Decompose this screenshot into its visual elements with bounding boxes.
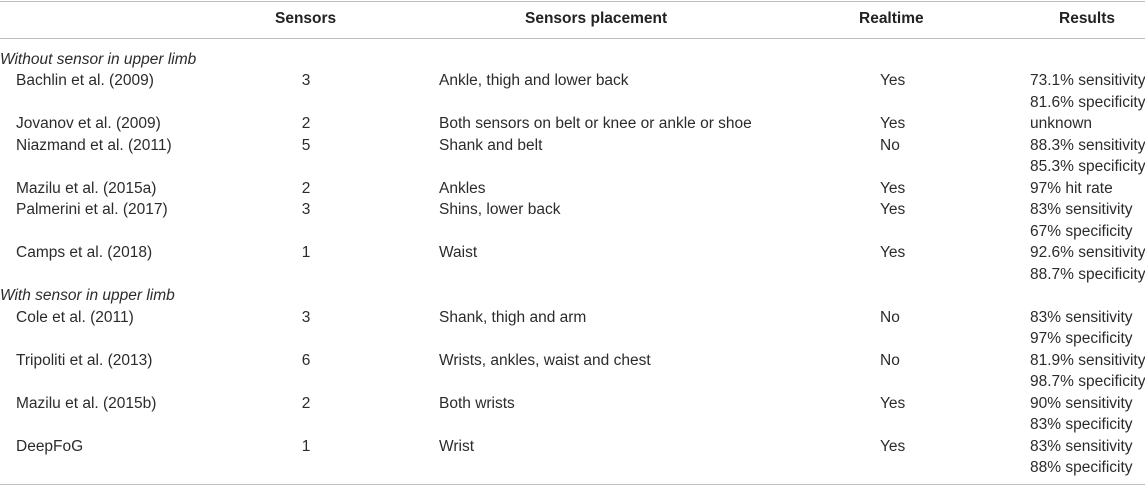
- row-sensor-count: 2: [301, 394, 311, 412]
- row-sensor-placement: Ankles: [439, 179, 486, 197]
- row-result: 98.7% specificity: [1030, 373, 1145, 390]
- row-realtime: Yes: [880, 244, 906, 261]
- row-realtime: No: [880, 351, 900, 369]
- row-result: 88.3% sensitivity: [1030, 136, 1145, 154]
- row-realtime: Yes: [880, 394, 906, 412]
- row-realtime: Yes: [880, 437, 906, 455]
- row-realtime: Yes: [880, 179, 906, 197]
- row-study: Palmerini et al. (2017): [16, 201, 168, 218]
- row-result: 97% hit rate: [1030, 179, 1113, 197]
- header-rule: [0, 38, 1145, 39]
- row-result: 81.6% specificity: [1030, 93, 1145, 111]
- row-sensor-placement: Ankle, thigh and lower back: [439, 72, 629, 89]
- row-study: Tripoliti et al. (2013): [16, 351, 153, 369]
- row-study: Jovanov et al. (2009): [16, 115, 161, 132]
- header-sensors-placement: Sensors placement: [525, 10, 668, 27]
- row-realtime: No: [880, 308, 900, 326]
- row-sensor-placement: Shins, lower back: [439, 201, 561, 218]
- row-sensor-count: 1: [301, 437, 311, 455]
- row-result: 83% specificity: [1030, 416, 1133, 433]
- row-study: Mazilu et al. (2015a): [16, 179, 157, 197]
- row-result: 90% sensitivity: [1030, 394, 1133, 412]
- row-realtime: Yes: [880, 201, 906, 218]
- row-sensor-placement: Wrists, ankles, waist and chest: [439, 351, 651, 369]
- row-sensor-count: 3: [301, 308, 311, 326]
- row-study: Cole et al. (2011): [16, 308, 134, 326]
- row-result: 92.6% sensitivity: [1030, 244, 1145, 261]
- header-realtime: Realtime: [859, 10, 924, 27]
- row-realtime: No: [880, 136, 900, 154]
- row-result: 83% sensitivity: [1030, 308, 1133, 326]
- row-sensor-placement: Shank, thigh and arm: [439, 308, 587, 326]
- row-sensor-placement: Both sensors on belt or knee or ankle or shoe: [439, 115, 752, 132]
- row-sensor-count: 1: [301, 244, 311, 261]
- row-sensor-placement: Shank and belt: [439, 136, 543, 154]
- row-realtime: Yes: [880, 72, 906, 89]
- row-sensor-count: 3: [301, 72, 311, 89]
- section-title: With sensor in upper limb: [0, 287, 175, 304]
- row-result: unknown: [1030, 115, 1093, 132]
- row-result: 88.7% specificity: [1030, 265, 1145, 283]
- row-result: 83% sensitivity: [1030, 201, 1133, 218]
- row-sensor-count: 5: [301, 136, 311, 154]
- row-study: DeepFoG: [16, 437, 84, 455]
- row-result: 85.3% specificity: [1030, 158, 1145, 175]
- row-study: Niazmand et al. (2011): [16, 136, 172, 154]
- table-bottom-rule: [0, 484, 1145, 485]
- row-result: 81.9% sensitivity: [1030, 351, 1145, 369]
- row-study: Bachlin et al. (2009): [16, 72, 154, 89]
- row-result: 83% sensitivity: [1030, 437, 1133, 455]
- row-result: 67% specificity: [1030, 222, 1133, 240]
- row-sensor-count: 2: [301, 179, 311, 197]
- row-result: 73.1% sensitivity: [1030, 72, 1145, 89]
- row-study: Camps et al. (2018): [16, 244, 153, 261]
- row-sensor-count: 3: [301, 201, 311, 218]
- row-result: 88% specificity: [1030, 459, 1133, 476]
- header-sensors: Sensors: [275, 10, 337, 27]
- row-sensor-count: 2: [301, 115, 311, 132]
- section-title: Without sensor in upper limb: [0, 50, 197, 68]
- row-sensor-placement: Both wrists: [439, 394, 515, 412]
- row-study: Mazilu et al. (2015b): [16, 394, 157, 412]
- row-sensor-placement: Wrist: [439, 437, 475, 455]
- row-sensor-placement: Waist: [439, 244, 478, 261]
- row-result: 97% specificity: [1030, 330, 1133, 347]
- header-results: Results: [1059, 10, 1115, 27]
- row-sensor-count: 6: [301, 351, 311, 369]
- row-realtime: Yes: [880, 115, 906, 132]
